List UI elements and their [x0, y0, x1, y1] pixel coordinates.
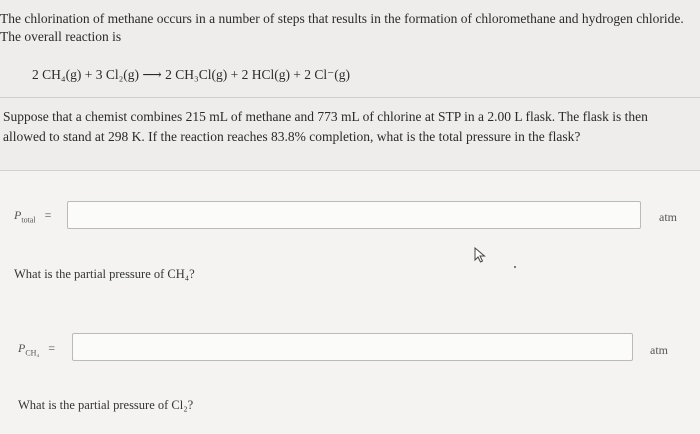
p-total-input[interactable] — [67, 201, 641, 229]
intro-line-1: The chlorination of methane occurs in a number of steps that results in the formation of chloromethane and hydrogen chloride. — [0, 11, 684, 26]
subquestion-cl2: What is the partial pressure of Cl₂? — [18, 398, 194, 412]
p-ch4-unit: atm — [650, 343, 668, 357]
reaction-equation: 2 CH₄(g) + 3 Cl₂(g) ⟶ 2 CH₃Cl(g) + 2 HCl(g) + 2 Cl⁻(g) — [32, 67, 351, 82]
mouse-pointer-icon — [473, 247, 487, 263]
question-text: Suppose that a chemist combines 215 mL of methane and 773 mL of chlorine at STP in a 2.00 L flask. The flask is then allowed to stand at 298 K. If the reaction reaches 83.8% completion, what is the total pressure in the flask? — [3, 109, 648, 144]
p-ch4-label — [18, 341, 55, 357]
subquestion-ch4: What is the partial pressure of CH₄? — [14, 267, 195, 281]
p-ch4-input[interactable] — [72, 333, 633, 361]
stray-dot — [514, 266, 516, 268]
p-total-equals: = — [44, 208, 52, 222]
p-ch4-label-main: P — [18, 341, 26, 355]
p-ch4-label-sub: CH₄ — [25, 348, 40, 358]
problem-intro — [0, 10, 690, 46]
intro-line-2: The overall reaction is — [0, 29, 122, 44]
p-total-label-sub: total — [21, 215, 36, 225]
divider — [0, 97, 700, 98]
p-total-label-main: P — [14, 208, 22, 222]
p-total-label — [14, 208, 51, 224]
p-ch4-equals: = — [48, 341, 56, 355]
p-total-unit: atm — [659, 210, 677, 224]
